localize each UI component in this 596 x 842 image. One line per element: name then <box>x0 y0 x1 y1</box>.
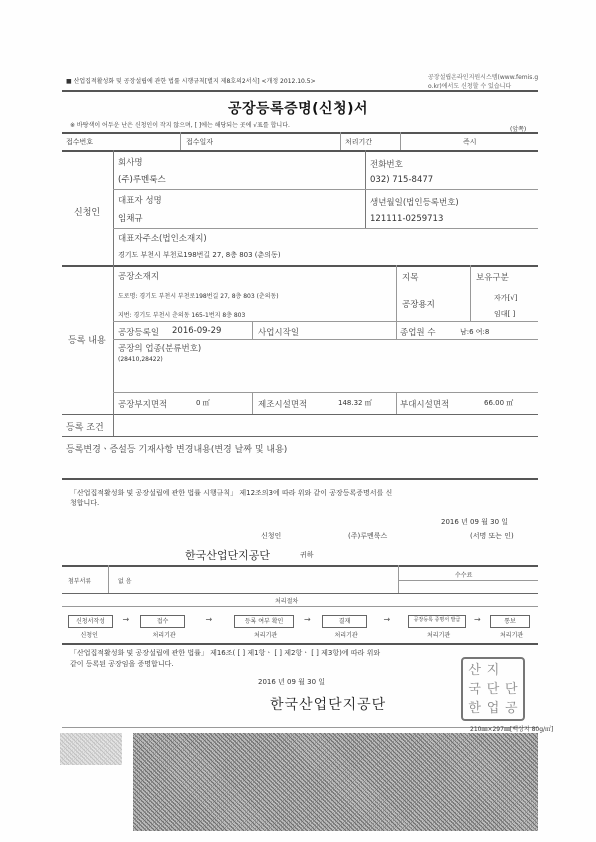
industry-label: 공장의 업종(분류번호) <box>118 344 202 354</box>
land-category-value: 공장용지 <box>402 300 435 310</box>
attachments-value: 없 음 <box>118 578 132 585</box>
phone-label: 전화번호 <box>370 160 403 170</box>
flow-step-actor: 처리기관 <box>152 632 176 639</box>
flow-step-actor: 처리기관 <box>254 632 278 639</box>
seal-character: 단 <box>486 682 500 697</box>
employees-value: 남:6 여:8 <box>460 328 490 336</box>
seal-character: 단 <box>505 682 518 697</box>
flow-step-box: 신청서작성 <box>68 615 113 628</box>
representative-label: 대표자 성명 <box>118 196 162 206</box>
flow-step-box: 접수 <box>140 615 185 628</box>
applicant-sign-name: (주)루멘룩스 <box>348 532 388 540</box>
lot-address: 지번: 경기도 부천시 춘의동 165-1번지 8층 803 <box>118 312 246 319</box>
site-area-value: 0 ㎡ <box>196 399 210 407</box>
flow-step-actor: 처리기관 <box>500 632 524 639</box>
page-title: 공장등록증명(신청)서 <box>228 101 369 117</box>
application-statement-line1: 「산업집적활성화 및 공장설립에 관한 법률 시행규칙」 제12조의3에 따라 위와 같이 공장등록증명서를 신 <box>70 489 393 497</box>
applicant-sign-label: 신청인 <box>261 532 282 540</box>
processing-period-label: 처리기간 <box>345 138 373 146</box>
address-label: 대표자주소(법인소재지) <box>118 234 207 244</box>
fee-label: 수수료 <box>455 572 473 579</box>
flow-step-actor: 처리기관 <box>334 632 358 639</box>
building-area-value: 148.32 ㎡ <box>338 399 372 407</box>
registration-date-value: 2016-09-29 <box>172 326 222 336</box>
attachments-label: 첨부서류 <box>68 578 92 585</box>
certification-statement-line2: 같이 등록된 공장임을 증명합니다. <box>70 660 174 668</box>
flow-step-box: 공장등록 증명서 발급 <box>408 615 466 628</box>
seal-character: 산 <box>468 663 481 678</box>
phone-value: 032) 715-8477 <box>370 175 434 185</box>
addressee: 한국산업단지공단 <box>185 549 271 562</box>
factory-location-label: 공장소재지 <box>118 272 160 282</box>
flow-step-actor: 처리기관 <box>427 632 451 639</box>
redaction-patch-small <box>60 733 122 765</box>
annex-area-value: 66.00 ㎡ <box>484 399 514 407</box>
seal-character: 한 <box>468 701 481 716</box>
annex-area-label: 부대시설면적 <box>400 400 450 410</box>
industry-value: (28410,28422) <box>118 356 163 363</box>
instruction-text: ※ 바탕색이 어두운 난은 신청인이 작지 않으며, [ ]에는 해당되는 곳에 √표를 합니다. <box>70 122 290 129</box>
registration-date-label: 공장등록일 <box>118 328 160 338</box>
flow-step-box: 결재 <box>322 615 367 628</box>
registration-conditions-label: 등록 조건 <box>66 423 104 433</box>
changes-label: 등록변경ㆍ증설등 기재사항 변경내용(변경 날짜 및 내용) <box>66 445 288 455</box>
processing-period-value: 즉시 <box>463 138 477 146</box>
registration-section-label: 등록 내용 <box>68 336 106 346</box>
ownership-own-option: 자가[√] <box>494 294 518 302</box>
company-name-label: 회사명 <box>118 158 143 168</box>
flow-step-box: 등록 여부 확인 <box>234 615 294 628</box>
flow-arrow-icon: → <box>122 615 130 624</box>
seal-character: 지 <box>486 663 500 678</box>
page-side-label: (앞쪽) <box>510 126 527 133</box>
seal-character: 업 <box>486 701 500 716</box>
land-category-label: 지목 <box>402 273 419 283</box>
online-note-line2: o.kr)에서도 신청할 수 있습니다 <box>428 83 512 90</box>
seal-character: 공 <box>505 701 518 716</box>
ownership-lease-option: 임대[ ] <box>494 310 516 318</box>
issue-date: 2016 년 09 월 30 일 <box>258 678 326 686</box>
seal-character <box>503 662 520 680</box>
sign-note: (서명 또는 인) <box>470 532 514 540</box>
certification-statement-line1: 「산업집적활성화 및 공장설립에 관한 법률」 제16조( [ ] 제1항ㆍ [ ] 제2항ㆍ [ ] 제3항)에 따라 위와 <box>70 649 381 657</box>
address-value: 경기도 부천시 부천로198번길 27, 8층 803 (춘의동) <box>118 251 281 259</box>
birth-date-label: 생년월일(법인등록번호) <box>370 198 459 208</box>
employees-label: 종업원 수 <box>400 328 436 338</box>
application-date: 2016 년 09 월 30 일 <box>441 518 509 526</box>
redaction-patch-large <box>133 733 538 831</box>
road-address: 도로명: 경기도 부천시 부천로198번길 27, 8층 803 (춘의동) <box>118 293 279 300</box>
birth-date-value: 121111-0259713 <box>370 214 444 224</box>
application-statement-line2: 청합니다. <box>70 499 100 507</box>
business-start-label: 사업시작일 <box>258 328 300 338</box>
flow-step-actor: 신청인 <box>80 632 98 639</box>
online-note-line1: 공장설립온라인지원시스템(www.femis.g <box>428 74 539 81</box>
paper-spec: 210㎜×297㎜[백상지 80g/㎡] <box>470 726 554 733</box>
seal-character: 국 <box>468 682 481 697</box>
applicant-section-label: 신청인 <box>74 208 101 218</box>
flow-arrow-icon: → <box>383 615 391 624</box>
addressee-suffix: 귀하 <box>300 551 314 559</box>
form-reference-note: ■ 산업집적활성화 및 공장설립에 관한 법률 시행규칙[별지 제8호의2서식] <개정 2012.10.5> <box>66 78 316 85</box>
flow-step-box: 통보 <box>490 615 530 628</box>
official-seal <box>461 657 525 721</box>
process-title: 처리절차 <box>275 598 299 605</box>
flow-arrow-icon: → <box>205 615 213 624</box>
building-area-label: 제조시설면적 <box>258 400 308 410</box>
flow-arrow-icon: → <box>474 615 481 624</box>
ownership-label: 보유구분 <box>476 273 509 283</box>
site-area-label: 공장부지면적 <box>118 400 168 410</box>
receipt-number-label: 접수번호 <box>66 138 94 146</box>
issuer-name: 한국산업단지공단 <box>270 697 387 713</box>
flow-arrow-icon: → <box>304 615 311 624</box>
receipt-date-label: 접수일자 <box>186 138 214 146</box>
company-name-value: (주)루멘룩스 <box>118 175 166 185</box>
representative-value: 임채규 <box>118 214 143 224</box>
